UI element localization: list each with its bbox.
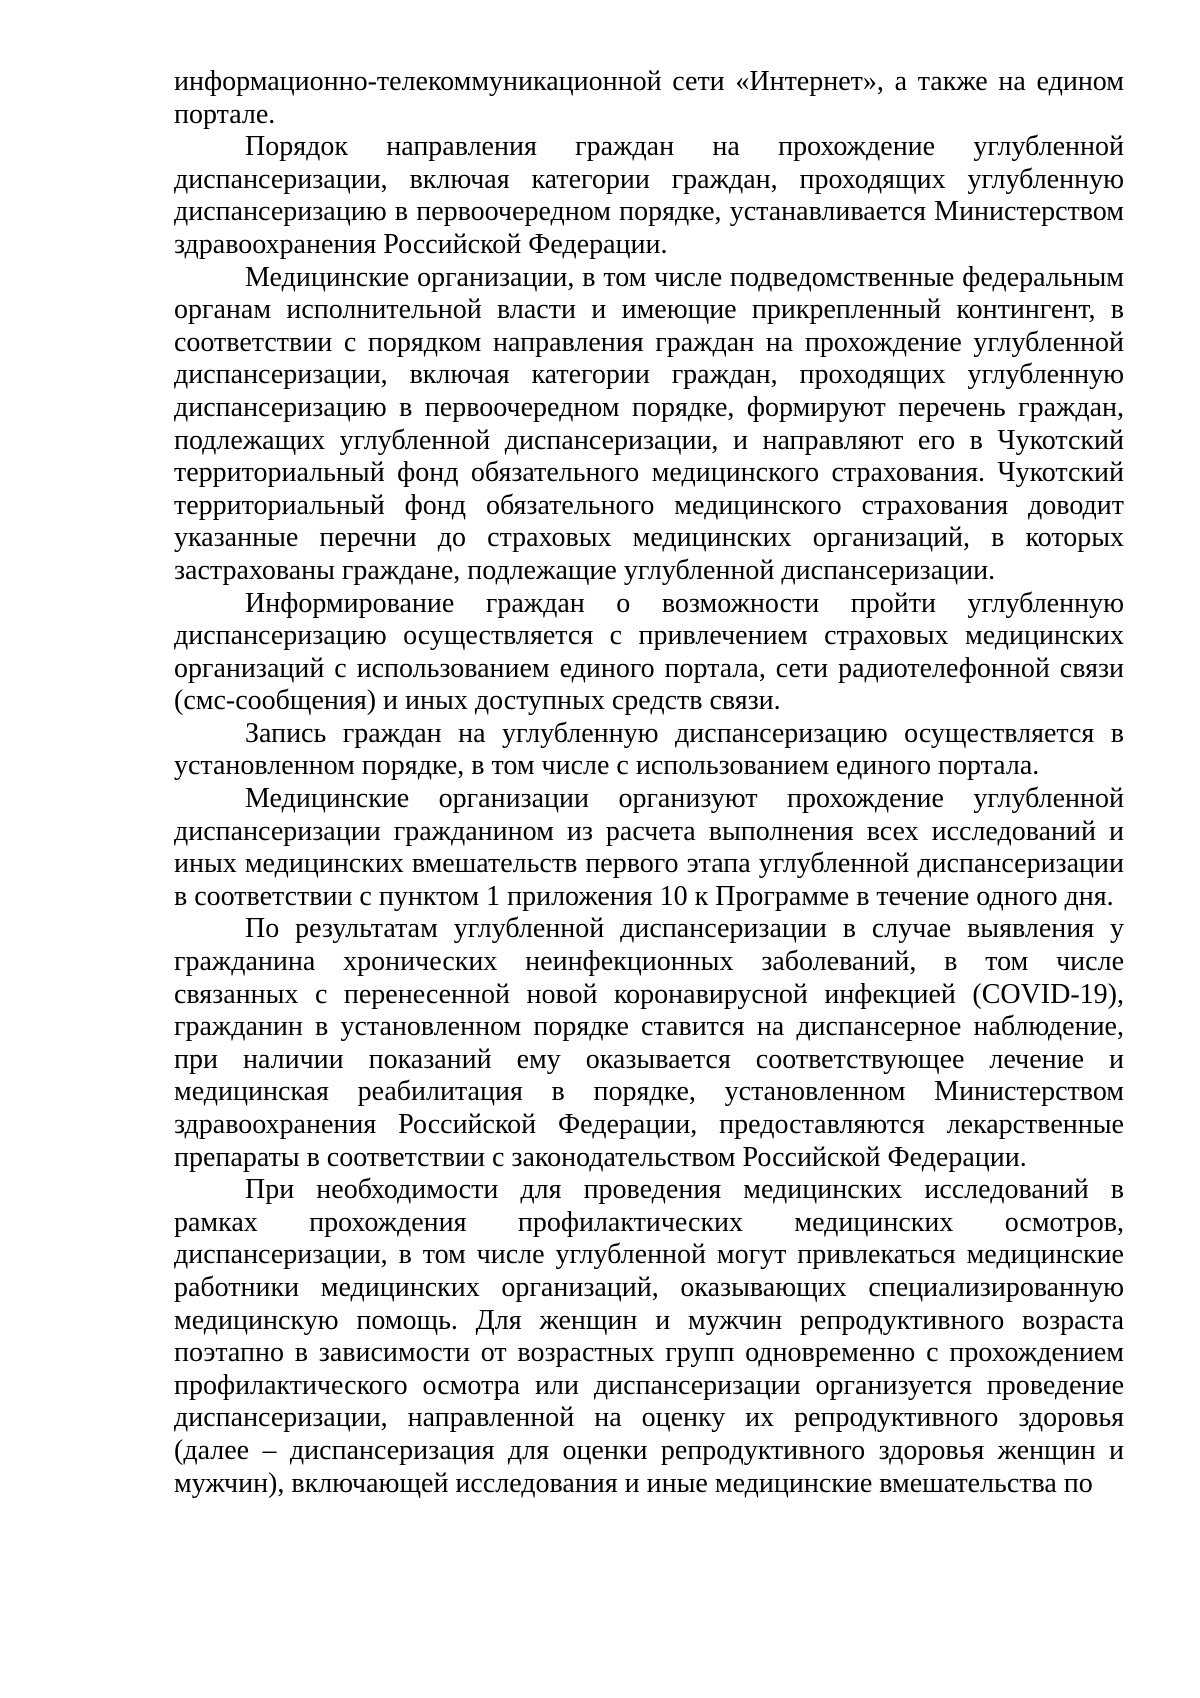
paragraph-1: информационно-телекоммуникационной сети «Интернет», а также на едином портале. <box>174 66 1124 130</box>
document-page <box>174 66 1124 1500</box>
paragraph-4: Информирование граждан о возможности пройти углубленную диспансеризацию осуществляется с привлечением страховых медицинских организаций с использованием единого портала, сети радиотелефонной связи (смс-сообщения) и иных доступных средств связи. <box>174 587 1124 717</box>
paragraph-7: По результатам углубленной диспансеризации в случае выявления у гражданина хронических неинфекционных заболеваний, в том числе связанных с перенесенной новой коронавирусной инфекцией (COVID-19), гражданин в установленном порядке ставится на диспансерное наблюдение, при наличии показаний ему оказывается соответствующее лечение и медицинская реабилитация в порядке, установленном Министерством здравоохранения Российской Федерации, предоставляются лекарственные препараты в соответствии с законодательством Российской Федерации. <box>174 913 1124 1173</box>
paragraph-8: При необходимости для проведения медицинских исследований в рамках прохождения профилактических медицинских осмотров, диспансеризации, в том числе углубленной могут привлекаться медицинские работники медицинских организаций, оказывающих специализированную медицинскую помощь. Для женщин и мужчин репродуктивного возраста поэтапно в зависимости от возрастных групп одновременно с прохождением профилактического осмотра или диспансеризации организуется проведение диспансеризации, направленной на оценку их репродуктивного здоровья (далее – диспансеризация для оценки репродуктивного здоровья женщин и мужчин), включающей исследования и иные медицинские вмешательства по <box>174 1174 1124 1499</box>
paragraph-5: Запись граждан на углубленную диспансеризацию осуществляется в установленном порядке, в том числе с использованием единого портала. <box>174 717 1124 782</box>
paragraph-2: Порядок направления граждан на прохождение углубленной диспансеризации, включая категории граждан, проходящих углубленную диспансеризацию в первоочередном порядке, устанавливается Министерством здравоохранения Российской Федерации. <box>174 131 1124 260</box>
paragraph-6: Медицинские организации организуют прохождение углубленной диспансеризации гражданином из расчета выполнения всех исследований и иных медицинских вмешательств первого этапа углубленной диспансеризации в соответствии с пунктом 1 приложения 10 к Программе в течение одного дня. <box>174 783 1124 912</box>
paragraph-3: Медицинские организации, в том числе подведомственные федеральным органам исполнительной власти и имеющие прикрепленный контингент, в соответствии с порядком направления граждан на прохождение углубленной диспансеризации, включая категории граждан, проходящих углубленную диспансеризацию в первоочередном порядке, формируют перечень граждан, подлежащих углубленной диспансеризации, и направляют его в Чукотский территориальный фонд обязательного медицинского страхования. Чукотский территориальный фонд обязательного медицинского страхования доводит указанные перечни до страховых медицинских организаций, в которых застрахованы граждане, подлежащие углубленной диспансеризации. <box>174 261 1124 586</box>
